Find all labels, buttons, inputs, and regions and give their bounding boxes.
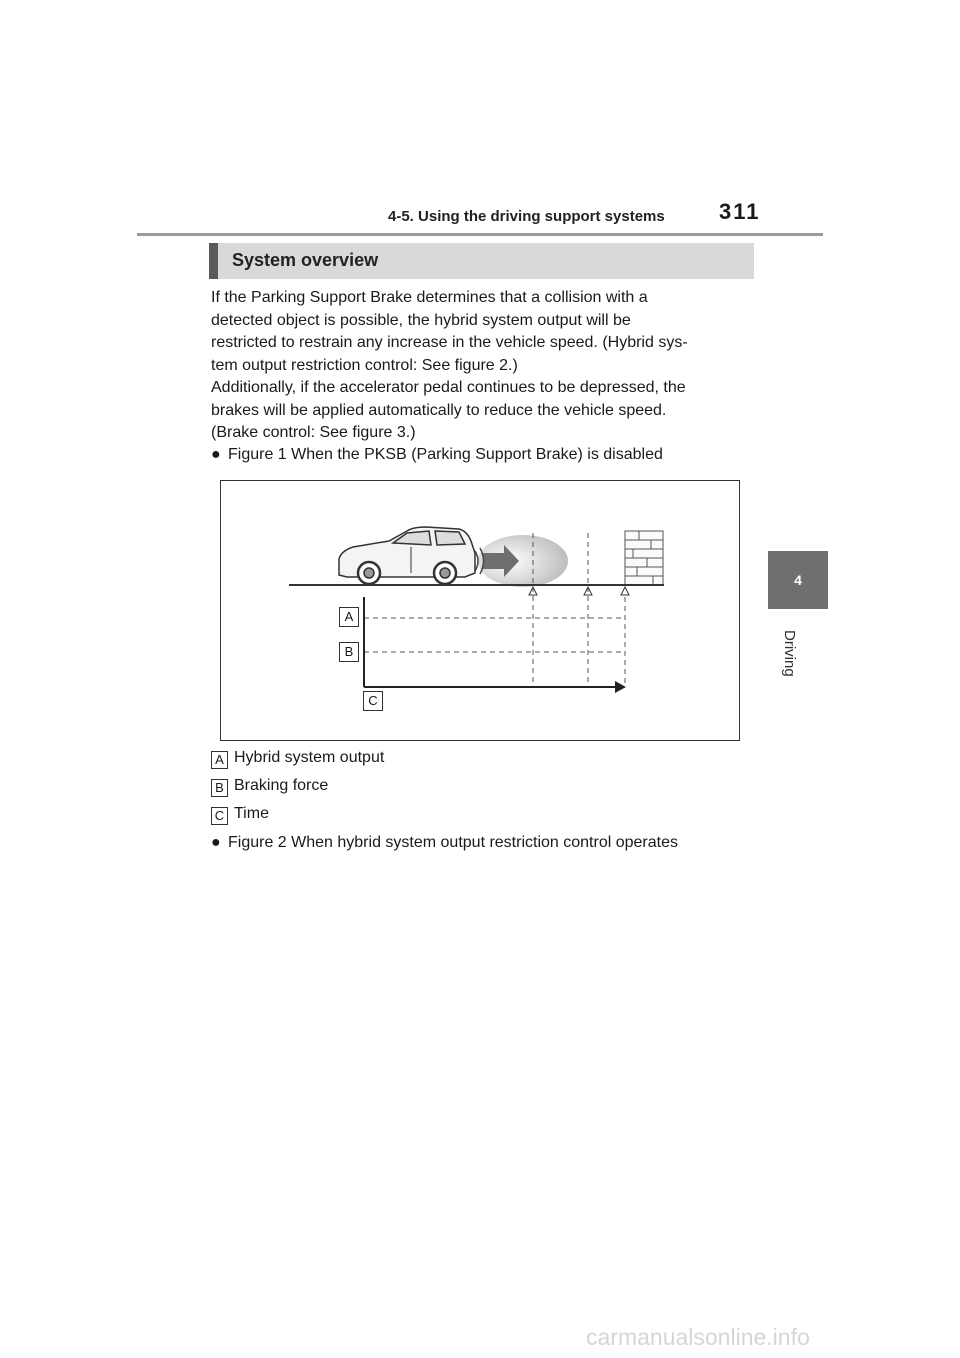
paragraph-line: detected object is possible, the hybrid system output will be [211, 311, 631, 329]
time-axis-arrow [615, 681, 626, 693]
figure-1-illustration [220, 480, 740, 741]
chapter-label: Driving [781, 630, 798, 677]
legend-key-c: C [211, 807, 228, 825]
legend-text: Hybrid system output [234, 749, 385, 766]
paragraph-line: If the Parking Support Brake determines that a collision with a [211, 289, 648, 306]
figure-label-a: A [339, 607, 359, 627]
legend-item [211, 777, 328, 797]
figure-1-diagram [221, 481, 739, 740]
legend-item [211, 749, 384, 769]
bullet-item [211, 446, 663, 464]
vehicle-icon [339, 527, 475, 584]
bullet-icon: ● [211, 446, 221, 463]
section-heading-box [209, 243, 754, 279]
running-header-section: 4-5. Using the driving support systems [388, 208, 665, 225]
wall-icon [625, 531, 663, 585]
bullet-text: Figure 1 When the PKSB (Parking Support Brake) is disabled [228, 446, 663, 463]
paragraph-line: restricted to restrain any increase in the vehicle speed. (Hybrid sys- [211, 334, 688, 351]
watermark: carmanualsonline.info [586, 1324, 810, 1350]
paragraph-line: tem output restriction control: See figure 2.) [211, 356, 518, 374]
bullet-icon: ● [211, 834, 221, 851]
legend-key-a: A [211, 751, 228, 769]
figure-label-b: B [339, 642, 359, 662]
legend-text: Time [234, 805, 269, 822]
bullet-item [211, 834, 678, 852]
legend-key-b: B [211, 779, 228, 797]
header-rule [137, 233, 823, 236]
page-number: 311 [719, 199, 761, 224]
legend-text: Braking force [234, 777, 329, 794]
bullet-text: Figure 2 When hybrid system output restriction control operates [228, 834, 678, 851]
paragraph-line: brakes will be applied automatically to reduce the vehicle speed. [211, 401, 667, 419]
section-heading: System overview [232, 250, 379, 270]
paragraph-line: Additionally, if the accelerator pedal continues to be depressed, the [211, 379, 686, 396]
chapter-number: 4 [794, 572, 802, 588]
paragraph-line: (Brake control: See figure 3.) [211, 424, 416, 441]
body-paragraph [211, 287, 756, 445]
legend-item [211, 805, 269, 825]
figure-label-c: C [363, 691, 383, 711]
